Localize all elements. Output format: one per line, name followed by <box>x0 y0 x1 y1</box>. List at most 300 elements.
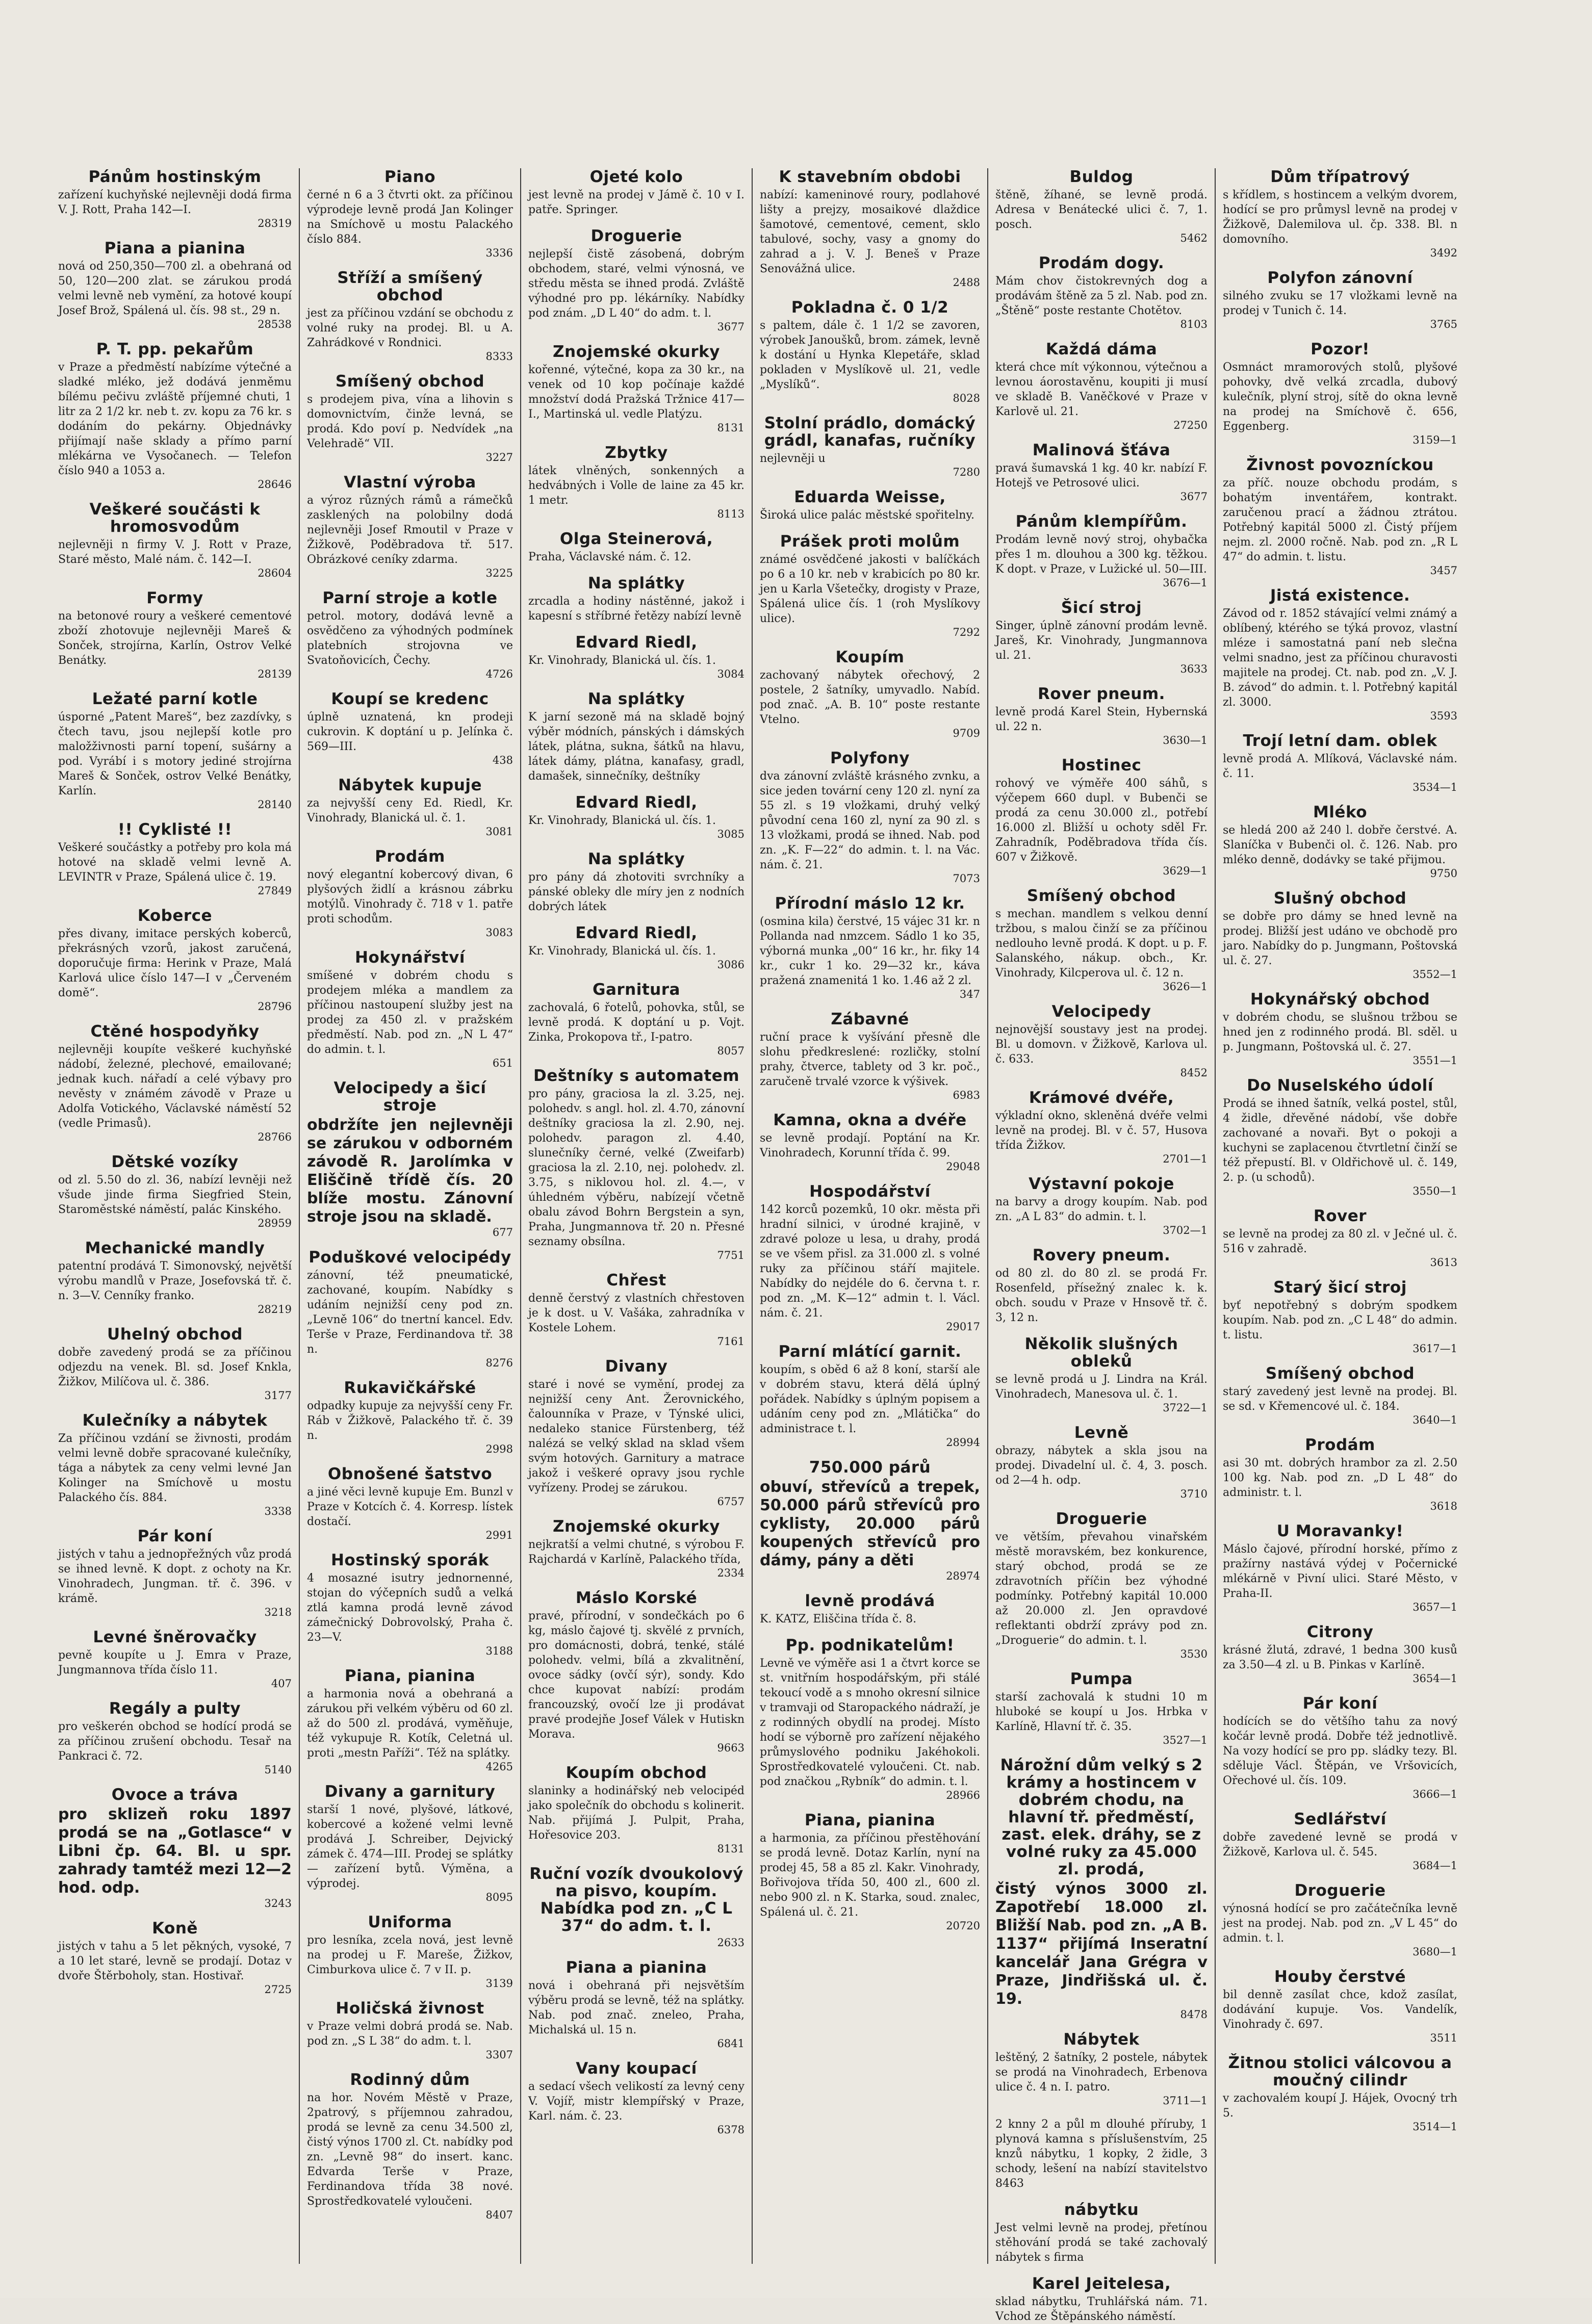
advert <box>528 1764 744 1855</box>
advert-number: 3159—1 <box>1413 434 1457 446</box>
advert <box>307 1465 513 1541</box>
advert-text: a harmonia nová a obehraná a zárukou při velkém výběru od 60 zl. až do 500 zl. prodává, vyměňuje, též vykupuje R. Kotík, Celetná ul. proti „mestn Paříži“. Též na splátky. <box>307 1688 513 1760</box>
advert-heading: Parní stroje a kotle <box>322 589 498 607</box>
advert-heading: Mechanické mandly <box>85 1239 265 1257</box>
advert-heading: Uhelný obchod <box>107 1325 243 1344</box>
advert-text: 4 mosazné isutry jednornenné, stojan do výčepních sudů a velká ztlá kamna prodá levně závod zámečnický Dobrovolský, Praha č. 23—V. <box>307 1572 513 1644</box>
advert-number: 2725 <box>264 1983 292 1996</box>
advert-number: 3676—1 <box>1163 577 1208 589</box>
advert-number: 3677 <box>717 321 744 333</box>
advert <box>307 848 513 939</box>
advert <box>58 1412 292 1517</box>
advert-number: 347 <box>959 988 980 1000</box>
advert-text: pro veškerén obchod se hodící prodá se za příčinou zrušení obchodu. Tesař na Pankraci č. 72. <box>58 1720 292 1763</box>
advert <box>58 1153 292 1229</box>
advert-text: v dobrém chodu, se slušnou tržbou se hned jen z rodinného prodá. Bl. sděl. u p. Jungmann, Poštovská ul. č. 27. <box>1223 1011 1457 1053</box>
advert-number: 3243 <box>264 1897 292 1909</box>
advert <box>528 690 744 784</box>
advert-text: krásné žlutá, zdravé, 1 bedna 300 kusů za 3.50—4 zl. u B. Pinkas v Karlíně. <box>1223 1644 1457 1671</box>
advert-heading: Krámové dvéře, <box>1029 1089 1174 1107</box>
advert-heading: Parní mlátící garnit. <box>778 1342 962 1361</box>
advert-text: slaninky a hodinářský neb velocipéd jako společník do obchodu s kolinerit. Nab. přijímá J. Pulpit, Praha, Hořesovice 203. <box>528 1785 744 1842</box>
advert-number: 3177 <box>264 1389 292 1402</box>
advert-text: bil denně zasílat chce, kdož zasílat, dodávání kupuje. Vos. Vandelík, Vinohrady č. 697. <box>1223 1989 1457 2031</box>
advert <box>1223 1811 1457 1872</box>
advert-text: jistých v tahu a 5 let pěkných, vysoké, 7 a 10 let staré, levně se prodají. Dotaz v dvoře Štěrboholy, stan. Hostivař. <box>58 1940 292 1982</box>
advert-text: pro sklizeň roku 1897 prodá se na „Gotlasce“ v Libni čp. 64. Bl. u spr. zahrady tamtéž mezi 12—2 hod. odp. <box>58 1805 292 1897</box>
advert <box>995 757 1208 877</box>
advert <box>58 168 292 229</box>
advert-number: 3640—1 <box>1413 1414 1457 1426</box>
advert <box>760 750 980 885</box>
advert-number: 28959 <box>258 1217 292 1229</box>
advert-heading: Přírodní máslo 12 kr. <box>775 894 965 913</box>
advert-text: nejlepší čistě zásobená, dobrým obchodem, staré, velmi výnosná, ve středu města se ihned prodá. Zvláště výhodné pro pp. lékárníky. Nabídky pod znám. „D L 40“ do adm. t. l. <box>528 248 744 320</box>
advert-heading: Koberce <box>137 907 213 925</box>
advert <box>760 415 980 478</box>
advert-heading: Hostinský sporák <box>330 1551 490 1569</box>
advert-heading: Na splátky <box>587 850 685 868</box>
advert <box>58 501 292 579</box>
advert-heading: Rovery pneum. <box>1032 1246 1171 1264</box>
advert <box>58 1700 292 1776</box>
advert <box>760 488 980 523</box>
advert-text: levně prodá A. Mlíková, Václavské nám. č. 11. <box>1223 753 1457 780</box>
advert <box>58 240 292 330</box>
column-2 <box>299 168 520 2264</box>
advert-heading: Na splátky <box>587 574 685 592</box>
advert-number: 6841 <box>717 2037 744 2050</box>
advert-number: 6983 <box>953 1089 980 1101</box>
advert <box>760 895 980 1000</box>
advert <box>995 2275 1208 2324</box>
advert <box>1223 1623 1457 1685</box>
advert-number: 3527—1 <box>1163 1734 1208 1746</box>
advert <box>1223 2054 1457 2133</box>
advert <box>760 649 980 739</box>
advert <box>995 1757 1208 2021</box>
advert <box>760 299 980 404</box>
advert <box>528 924 744 971</box>
advert-heading: Edvard Riedl, <box>575 633 698 652</box>
advert-text: levně prodá Karel Stein, Hybernská ul. 22 n. <box>995 706 1208 733</box>
advert-heading: Koně <box>152 1919 198 1938</box>
advert-heading: Na splátky <box>587 690 685 708</box>
advert-number: 3084 <box>717 668 744 680</box>
advert-text: a jiné věci levně kupuje Em. Bunzl v Praze v Kotcích č. 4. Korresp. lístek dostačí. <box>307 1486 513 1528</box>
advert-text: přes divany, imitace perských koberců, překrásných vzorů, jakost zaručená, doporučuje firma: Herink v Praze, Malá Karlová ulice číslo 147—I v „Červeném domě“. <box>58 927 292 999</box>
advert-number: 3702—1 <box>1163 1224 1208 1236</box>
advert <box>1223 269 1457 330</box>
advert-heading: Ojeté kolo <box>589 168 683 186</box>
advert-text: nový elegantní kobercový divan, 6 plyšových židlí a krásnou zábrku motýlů. Vinohrady č. 718 v 1. patře proti schodům. <box>307 868 513 925</box>
advert-text: odpadky kupuje za nejvyšší ceny Fr. Ráb v Žižkově, Palackého tř. č. 39 n. <box>307 1400 513 1442</box>
advert-text: se levně prodá u J. Lindra na Král. Vinohradech, Manesova ul. č. 1. <box>995 1373 1208 1401</box>
advert-text: Za příčinou vzdání se živnosti, prodám velmi levně dobře spracované kulečníky, tága a nábytek za ceny velmi levné Jan Kolinger na Smíchově u mostu Palackého čís. 884. <box>58 1432 292 1504</box>
advert-number: 3551—1 <box>1413 1054 1457 1067</box>
advert-number: 3081 <box>485 825 513 838</box>
advert-text: která chce mít výkonnou, výtečnou a levnou áorostavěnu, koupiti ji musí ve skladě B. Vaněčkové v Praze v Karlově ul. 21. <box>995 361 1208 418</box>
advert <box>1223 1436 1457 1512</box>
advert-text: pro pány dá zhotoviti svrchníky a pánské obleky dle míry jen z nodních dobrých látek <box>528 871 744 913</box>
advert-number: 2701—1 <box>1163 1153 1208 1165</box>
advert-heading: Koupím <box>835 648 905 666</box>
advert-number: 7161 <box>717 1335 744 1348</box>
advert-heading: Levné šněrovačky <box>93 1628 257 1646</box>
advert-number: 3711—1 <box>1163 2095 1208 2107</box>
advert-heading: Polyfon zánovní <box>1267 269 1413 287</box>
advert-text: nejkratší a velmi chutné, s výrobou F. Rajchardá v Karlíně, Palackého třída, <box>528 1538 744 1566</box>
advert <box>995 2117 1208 2191</box>
advert <box>58 1023 292 1143</box>
advert-number: 3218 <box>264 1606 292 1618</box>
advert-number: 28538 <box>258 318 292 330</box>
advert-text: pro lesníka, zcela nová, jest levně na prodej u F. Mareše, Žižkov, Cimburkova ulice č. 7 v II. p. <box>307 1934 513 1976</box>
advert-text: v Praze a předměstí nabízíme výtečné a sladké mléko, jež dodává jenměmu bílému pečivu zvláště příjemné chuti, 1 litr za 2 1/2 kr. neb t. zv. kopu za 76 kr. s dodáním do pekárny. Objednávky přijímají naše sklady a přímo parní mlékárna ve Vysočanech. — Telefon číslo 940 a 1053 a. <box>58 361 292 477</box>
advert-heading: Velocipedy <box>1051 1002 1151 1021</box>
advert <box>307 1552 513 1657</box>
advert-heading: Prodám <box>375 847 445 866</box>
advert-heading: Piana a pianina <box>104 239 246 257</box>
advert-heading: Smíšený obchod <box>335 372 485 391</box>
advert-text: se dobře pro dámy se hned levně na prodej. Bližší jest udáno ve obchodě pro jaro. Nabídky do p. Jungmann, Poštovská ul. č. 27. <box>1223 910 1457 967</box>
advert-number: 3654—1 <box>1413 1672 1457 1685</box>
advert-heading: Droguerie <box>590 227 682 245</box>
advert <box>1223 991 1457 1067</box>
advert-text: patentní prodává T. Simonovský, největší výrobu mandlů v Praze, Josefovská tř. č. n. 3—V. Cenníky franko. <box>58 1260 292 1302</box>
advert-text: zachovalá, 6 řotelů, pohovka, stůl, se levně prodá. K doptání u p. Vojt. Zinka, Prokopova tř., I-patro. <box>528 1001 744 1044</box>
advert-text: Široká ulice palác městské spořitelny. <box>760 509 974 522</box>
advert-heading: !! Cyklisté !! <box>117 820 233 839</box>
advert <box>528 168 744 217</box>
advert-heading: Slušný obchod <box>1273 889 1407 908</box>
advert-text: nejnovější soustavy jest na prodej. Bl. u domovn. v Žižkově, Karlova ul. č. 633. <box>995 1023 1208 1066</box>
advert-heading: Koupí se kredenc <box>331 690 489 708</box>
advert-text: nejlevněji u <box>760 452 826 465</box>
advert <box>528 1865 744 1949</box>
advert-text: Máslo čajové, přírodní horské, přímo z pražírny nastává výdej v Počernické mlékárně v Pivní ulici. Staré Město, v Praha-II. <box>1223 1543 1457 1600</box>
advert-text: pevně koupíte u J. Emra v Praze, Jungmannova třída číslo 11. <box>58 1649 292 1676</box>
advert <box>760 1592 980 1626</box>
advert-heading: Karel Jeitelesa, <box>1032 2275 1171 2293</box>
advert-text: dobře zavedené levně se prodá v Žižkově, Karlova ul. č. 545. <box>1223 1831 1457 1858</box>
advert-heading: Pár koní <box>1302 1694 1378 1713</box>
advert-text: starší zachovalá k studni 10 m hluboké se koupí u Jos. Hrbka v Karlíně, Hlavní tř. č. 35. <box>995 1691 1208 1733</box>
advert-heading: Velocipedy a šicí stroje <box>333 1079 486 1115</box>
advert <box>760 1343 980 1449</box>
advert <box>995 2201 1208 2265</box>
advert <box>995 513 1208 589</box>
advert-number: 9709 <box>953 727 980 739</box>
advert-number: 29017 <box>946 1321 980 1333</box>
advert-number: 8478 <box>1180 2008 1208 2021</box>
advert-number: 3684—1 <box>1413 1860 1457 1872</box>
advert-number: 3613 <box>1430 1256 1457 1269</box>
advert <box>995 254 1208 330</box>
column-4 <box>752 168 987 2264</box>
advert <box>995 599 1208 675</box>
advert <box>58 821 292 897</box>
advert-heading: Piana a pianina <box>566 1958 707 1977</box>
advert-text: na hor. Novém Městě v Praze, 2patrový, s příjemnou zahradou, prodá se levně za cenu 34.500 zl, čistý výnos 1700 zl. Ct. nabídky pod zn. „Levně 98“ do insert. kanc. Edvarda Terše v Praze, Ferdinandova třída 38 nové. Sprostředkovatelé vyloučeni. <box>307 2091 513 2208</box>
advert <box>528 444 744 520</box>
advert-number: 9663 <box>717 1742 744 1754</box>
advert-number: 3630—1 <box>1163 734 1208 746</box>
advert <box>995 1089 1208 1165</box>
advert-number: 2488 <box>953 276 980 289</box>
advert <box>760 1112 980 1173</box>
advert-text: Závod od r. 1852 stávající velmi známý a oblíbený, ktérého se týká provoz, vlastní mléze i samostatná paní neb slečna velmi snadno, jest za příčinou churavosti majitele na prodej. Ct. nab. pod zn. „V. J. B. závod“ do admin. t. l. Potřebný kapitál zl. 3000. <box>1223 607 1457 709</box>
advert <box>58 907 292 1013</box>
advert-heading: Holičská živnost <box>336 1999 484 2018</box>
advert-number: 27250 <box>1173 419 1208 431</box>
advert-heading: Prodám dogy. <box>1038 254 1165 272</box>
advert-number: 3511 <box>1430 2032 1457 2044</box>
advert <box>58 1786 292 1909</box>
advert-text: jest za příčinou vzdání se obchodu z volné ruky na prodej. Bl. u A. Zahrádkové v Rondnici. <box>307 307 513 349</box>
advert-number: 8103 <box>1180 318 1208 330</box>
advert-heading: Stolní prádlo, domácký grádl, kanafas, ručníky <box>764 414 976 450</box>
advert-heading: Šicí stroj <box>1061 599 1142 617</box>
advert-text: nová od 250,350—700 zl. a obehraná od 50, 120—200 zlat. se zárukou prodá velmi levně neb vymění, za hotové koupí Josef Brož, Spálená ul. čís. 98 st., 29 n. <box>58 260 292 317</box>
advert-heading: Droguerie <box>1294 1881 1386 1900</box>
advert-text: Prodám levně nový stroj, ohybačka přes 1 m. dlouhou a 300 kg. těžkou. K dopt. v Praze, v Lužické ul. 50—III. <box>995 533 1208 576</box>
advert-number: 4726 <box>485 668 513 680</box>
advert <box>307 2000 513 2061</box>
advert <box>1223 1968 1457 2044</box>
advert-text: Jest velmi levně na prodej, přetínou stěhování prodá se také zachovalý nábytek s firma <box>995 2222 1208 2264</box>
advert-heading: Zbytky <box>605 444 668 462</box>
advert <box>760 1183 980 1333</box>
advert-text: byť nepotřebný s dobrým spodkem koupím. Nab. pod zn. „C L 48“ do admin. t. listu. <box>1223 1299 1457 1341</box>
advert-heading: Sedlářství <box>1294 1810 1386 1828</box>
advert-number: 3083 <box>485 926 513 939</box>
advert-text: Kr. Vinohrady, Blanická ul. čís. 1. <box>528 814 716 827</box>
advert <box>1223 1695 1457 1800</box>
advert <box>1223 1365 1457 1426</box>
advert-text: na betonové roury a veškeré cementové zboží zhotovuje nejlevněji Mareš & Sonček, strojírna, Karlín, Ostrov Velké Benátky. <box>58 610 292 667</box>
advert-text: jistých v tahu a jednopřežných vůz prodá se ihned levně. K dopt. z ochoty na Kr. Vinohradech, Jungman. tř. č. 396. v krámě. <box>58 1548 292 1605</box>
advert-text: pro pány, graciosa la zl. 3.25, nej. polohedv. s angl. hol. zl. 4.70, zánovní deštníky graciosa la zl. 2.90, nej. polohedv. paragon zl. 4.40, slunečníky černé, velké (Zweifarb) graciosa la zl. 2.10, nej. polohedv. zl. 3.75, s niklovou hol. zl. 4.—, v úhledném výběru, nabízejí včetně obalu závod Bohrn Bergstein a syn, Praha, Jungmannova tř. 20 n. Přesné seznamy obsílna. <box>528 1088 744 1248</box>
advert <box>307 589 513 680</box>
advert-heading: Piana, pianina <box>804 1811 936 1829</box>
advert <box>1223 1882 1457 1958</box>
column-1 <box>51 168 299 2264</box>
advert-heading: Vany koupací <box>576 2059 697 2078</box>
advert-heading: Droguerie <box>1056 1510 1147 1528</box>
advert-text: K. KATZ, Eliščina třída č. 8. <box>760 1613 917 1625</box>
advert-heading: Regály a pulty <box>109 1699 241 1718</box>
advert <box>995 1670 1208 1746</box>
advert-text: (osmina kila) čerstvé, 15 vájec 31 kr. n Pollanda nad nmzcem. Sádlo 1 ko 35, výborná munka „00“ 16 kr., hr. fiky 14 kr., cukr 1 ko. 29—32 kr., káva pražená znamenitá 1 ko. 1.46 až 2 zl. <box>760 915 980 987</box>
advert <box>58 589 292 680</box>
advert <box>1223 1077 1457 1197</box>
advert-heading: Nábytek <box>1063 2030 1140 2049</box>
advert-text: s mechan. mandlem s velkou denní tržbou, s malou činží se za příčinou nedlouho levně prodá. K dopt. u p. F. Salanského, nákup. obch., Kr. Vinohrady, Kilcperova ul. č. 12 n. <box>995 908 1208 979</box>
advert <box>528 343 744 434</box>
advert-text: obrazy, nábytek a skla jsou na prodej. Divadelní ul. č. 4, 3. posch. od 2—4 h. odp. <box>995 1444 1208 1487</box>
advert-heading: Každá dáma <box>1045 340 1158 358</box>
advert <box>528 575 744 624</box>
advert <box>995 1335 1208 1414</box>
advert-heading: Kulečníky a nábytek <box>82 1411 268 1430</box>
advert <box>307 1783 513 1903</box>
advert-number: 7073 <box>953 872 980 885</box>
advert <box>58 1528 292 1618</box>
advert-text: zrcadla a hodiny nástěnné, jakož i kapesní s stříbrné řetězy nabízí levně <box>528 595 744 623</box>
advert-text: rohový ve výměře 400 sáhů, s výčepem 660 dupl. v Bubenči se prodá za cenu 30.000 zl., potřebí 16.000 zl. Bližší u ochoty sděl Fr. Zahradník, Poděbradova třída čís. 607 v Žižkově. <box>995 777 1208 864</box>
advert <box>1223 732 1457 793</box>
advert-heading: Hostinec <box>1061 756 1142 774</box>
advert-text: výnosná hodící se pro začátečníka levně jest na prodej. Nab. pod zn. „V L 45“ do admin. t. l. <box>1223 1902 1457 1945</box>
advert-heading: Starý šicí stroj <box>1273 1278 1407 1297</box>
advert <box>760 1011 980 1101</box>
advert-heading: Edvard Riedl, <box>575 924 698 942</box>
advert-text: Kr. Vinohrady, Blanická ul. čís. 1. <box>528 945 716 958</box>
advert-number: 9750 <box>1430 867 1457 880</box>
advert-text: obdržíte jen nejlevněji se zárukou v odborném závodě R. Jarolímka v Eliščině třídě čís. 20 blíže mostu. Zánovní stroje jsou na skladě. <box>307 1116 513 1226</box>
advert-heading: Nábytek kupuje <box>338 776 482 794</box>
advert-heading: Obnošené šatstvo <box>327 1465 493 1483</box>
advert-heading: Edvard Riedl, <box>575 793 698 812</box>
advert-text: zánovní, též pneumatické, zachované, koupím. Nabídky s udáním nejnižší ceny pod zn. „Levně 106“ do tnertní kancel. Edv. Terše v Praze, Ferdinandova tř. 38 n. <box>307 1269 513 1356</box>
advert-number: 3139 <box>485 1977 513 1990</box>
advert-text: nabízí: kameninové roury, podlahové lišty a prejzy, mosaikové dlaždice šamotové, cementové, cement, sklo tabulové, sochy, vasy a gnomy do zahrad a j. V. J. Beneš v Praze Senovážná ulice. <box>760 189 980 275</box>
advert <box>995 1424 1208 1500</box>
advert-heading: Do Nuselského údolí <box>1247 1076 1433 1095</box>
advert-number: 3633 <box>1180 663 1208 675</box>
advert <box>58 341 292 490</box>
advert-text: Singer, úplně zánovní prodám levně. Jareš, Kr. Vinohrady, Jungmannova ul. 21. <box>995 619 1208 662</box>
advert-number: 651 <box>492 1057 513 1069</box>
advert-heading: Nárožní dům velký s 2 krámy a hostincem v dobrém chodu, na hlavní tř. předměstí, zast. elek. dráhy, se z volné ruky za 45.000 zl. prodá, <box>1000 1756 1203 1878</box>
advert-text: se levně prodají. Poptání na Kr. Vinohradech, Korunní třída č. 99. <box>760 1132 980 1159</box>
advert-heading: Polyfony <box>830 749 910 767</box>
advert-text: a sedací všech velikostí za levný ceny V. Vojíř, mistr klempířský v Praze, Karl. nám. č. 23. <box>528 2080 744 2123</box>
advert-heading: Eduarda Weisse, <box>794 488 946 506</box>
advert-number: 3307 <box>485 2049 513 2061</box>
advert-heading: Dětské vozíky <box>111 1153 239 1171</box>
advert <box>995 2031 1208 2107</box>
advert <box>58 1326 292 1402</box>
advert-heading: Malinová šťáva <box>1032 441 1171 459</box>
advert-number: 3085 <box>717 828 744 840</box>
advert <box>528 1067 744 1261</box>
advert-heading: Garnitura <box>593 980 680 999</box>
advert-heading: Několik slušných obleků <box>1024 1335 1178 1371</box>
advert-text: denně čerstvý z vlastních chřestoven je k dost. u V. Vašáka, zahradníka v Kostele Lohem. <box>528 1292 744 1334</box>
advert-number: 5462 <box>1180 232 1208 244</box>
advert <box>307 690 513 766</box>
advert <box>307 373 513 463</box>
advert-number: 2991 <box>485 1529 513 1541</box>
advert <box>307 949 513 1069</box>
advert-number: 29048 <box>946 1160 980 1173</box>
advert-number: 3710 <box>1180 1488 1208 1500</box>
advert <box>307 168 513 259</box>
advert-text: leštěný, 2 šatníky, 2 postele, nábytek se prodá na Vinohradech, Erbenova ulice č. 4 n. I. patro. <box>995 2051 1208 2094</box>
advert-number: 407 <box>271 1677 292 1690</box>
advert-text: smíšené v dobrém chodu s prodejem mléka a mandlem za příčinou nastoupení služby jest na prodej za 450 zl. v pražském předměstí. Nab. pod zn. „N L 47“ do admin. t. l. <box>307 969 513 1056</box>
advert-text: v zachovalém koupí J. Hájek, Ovocný trh 5. <box>1223 2092 1457 2120</box>
advert-number: 8452 <box>1180 1067 1208 1079</box>
advert-number: 8131 <box>717 422 744 434</box>
advert-text: hodících se do většího tahu za nový kočár levně prodá. Dobře též jednotlivě. Na vozy hodící se pro pp. sládky tezy. Bl. sděluje Václ. Štěpán, ve Vršovicích, Ořechové ul. čís. 109. <box>1223 1715 1457 1787</box>
advert-heading: Pánům klempířům. <box>1015 512 1188 531</box>
advert-heading: Rover <box>1313 1207 1367 1225</box>
advert-heading: Prášek proti molům <box>780 532 960 551</box>
advert-heading: Pp. podnikatelům! <box>785 1636 955 1655</box>
advert-heading: Uniforma <box>368 1913 452 1931</box>
advert-text: nejlevněji n firmy V. J. Rott v Praze, Staré město, Malé nám. č. 142—I. <box>58 538 292 566</box>
advert <box>1223 1207 1457 1269</box>
advert-text: dobře zavedený prodá se za příčinou odjezdu na venek. Bl. sd. Josef Knkla, Žižkov, Milíčova ul. č. 386. <box>58 1346 292 1388</box>
advert-number: 3530 <box>1180 1648 1208 1660</box>
advert-text: úplně uznatená, kn prodeji cukrovin. K doptání u p. Jelínka č. 569—III. <box>307 711 513 753</box>
advert-number: 8113 <box>717 508 744 520</box>
advert-number: 28994 <box>946 1436 980 1449</box>
advert <box>528 1589 744 1754</box>
advert-text: kořenné, výtečné, kopa za 30 kr., na venek od 10 kop počínaje každé množství dodá Pražská Tržnice 417—I., Martinská ul. vedle Platýzu. <box>528 364 744 421</box>
advert <box>307 1249 513 1369</box>
advert-number: 3677 <box>1180 490 1208 503</box>
advert <box>307 1914 513 1990</box>
advert-number: 3618 <box>1430 1500 1457 1512</box>
advert-number: 3514—1 <box>1413 2121 1457 2133</box>
advert-heading: Hospodářství <box>809 1182 931 1201</box>
advert-number: 8407 <box>485 2209 513 2221</box>
advert-heading: Jistá existence. <box>1270 586 1410 605</box>
advert-text: s křídlem, s hostincem a velkým dvorem, hodící se pro průmysl levně na prodej v Žižkově, Dalemilova ul. čp. 338. Bl. n domovního. <box>1223 189 1457 246</box>
advert-text: Prodá se ihned šatník, velká postel, stůl, 4 židle, dřevěné nádobí, vše dobře zachované a novaři. Byt o pokoji a kuchyni se zaplacenou čtvrtletní činží se též přepustí. Bl. v Oldřichově ul. č. 149, 2. p. (u schodů). <box>1223 1097 1457 1184</box>
advert-heading: Veškeré součásti k hromosvodům <box>89 500 261 536</box>
advert <box>1223 341 1457 446</box>
advert-number: 2633 <box>717 1936 744 1949</box>
advert <box>58 1240 292 1315</box>
advert-text: za příč. nouze obchodu prodám, s bohatým inventářem, kontrakt. zaručenou prací a žádnou ztrátou. Potřebný kapitál 5000 zl. Čistý příjem nejm. zl. 2000 ročně. Nab. pod zn. „R L 47“ do admin. t. listu. <box>1223 477 1457 563</box>
advert-number: 5140 <box>264 1764 292 1776</box>
advert-heading: Pokladna č. 0 1/2 <box>791 298 949 317</box>
advert-heading: Rukavičkářské <box>344 1379 476 1397</box>
advert <box>760 1459 980 1582</box>
advert <box>1223 456 1457 577</box>
advert-text: s prodejem piva, vína a lihovin s domovnictvím, činže levná, se prodá. Kdo poví p. Nedvídek „na Velehradě“ VII. <box>307 393 513 450</box>
advert-number: 8028 <box>953 392 980 404</box>
advert-text: štěně, žíhané, se levně prodá. Adresa v Benátecké ulici č. 7, 1. posch. <box>995 189 1208 231</box>
advert <box>1223 890 1457 980</box>
advert-text: silného zvuku se 17 vložkami levně na prodej v Tunich č. 14. <box>1223 290 1457 317</box>
advert <box>1223 1522 1457 1613</box>
advert-number: 8131 <box>717 1843 744 1855</box>
advert-heading: Smíšený obchod <box>1265 1364 1415 1383</box>
advert-text: známé osvědčené jakosti v balíčkách po 6 a 10 kr. neb v krabicích po 80 kr. jen u Karla Všetečky, drogisty v Praze, Spálená ulice čís. 1 (roh Myslíkovy ulice). <box>760 553 980 625</box>
advert-text: v Praze velmi dobrá prodá se. Nab. pod zn. „S L 38“ do adm. t. l. <box>307 2020 513 2048</box>
advert-heading: Divany <box>605 1357 668 1376</box>
advert-number: 3722—1 <box>1163 1402 1208 1414</box>
advert-text: látek vlněných, sonkenných a hedvábných i Volle de laine za 45 kr. 1 metr. <box>528 464 744 507</box>
advert-heading: Žitnou stolici válcovou a moučný cilindr <box>1228 2054 1452 2089</box>
advert-number: 6757 <box>717 1495 744 1508</box>
advert-heading: Levně <box>1074 1424 1129 1442</box>
advert-text: výkladní okno, skleněná dvéře velmi levně na prodej. Bl. v č. 57, Husova třída Žižkov. <box>995 1109 1208 1152</box>
advert-heading: Pánům hostinským <box>88 168 262 186</box>
advert-heading: Piano <box>384 168 436 186</box>
advert-heading: Znojemské okurky <box>553 1517 720 1536</box>
advert-heading: Pozor! <box>1311 340 1370 358</box>
advert-text: dva zánovní zvláště krásného zvnku, a sice jeden tovární ceny 120 zl. nyní za 55 zl. s 19 vložkami, druhý velký původní cena 160 zl, nyní za 90 zl. s 13 vložkami, prodá se ihned. Nab. pod zn. „K. F—22“ do admin. t. l. na Vác. nám. č. 21. <box>760 770 980 871</box>
advert-text: sklad nábytku, Truhlářská nám. 71. Vchod ze Štěpánského náměstí. <box>995 2295 1208 2323</box>
advert-heading: Pumpa <box>1070 1670 1133 1688</box>
